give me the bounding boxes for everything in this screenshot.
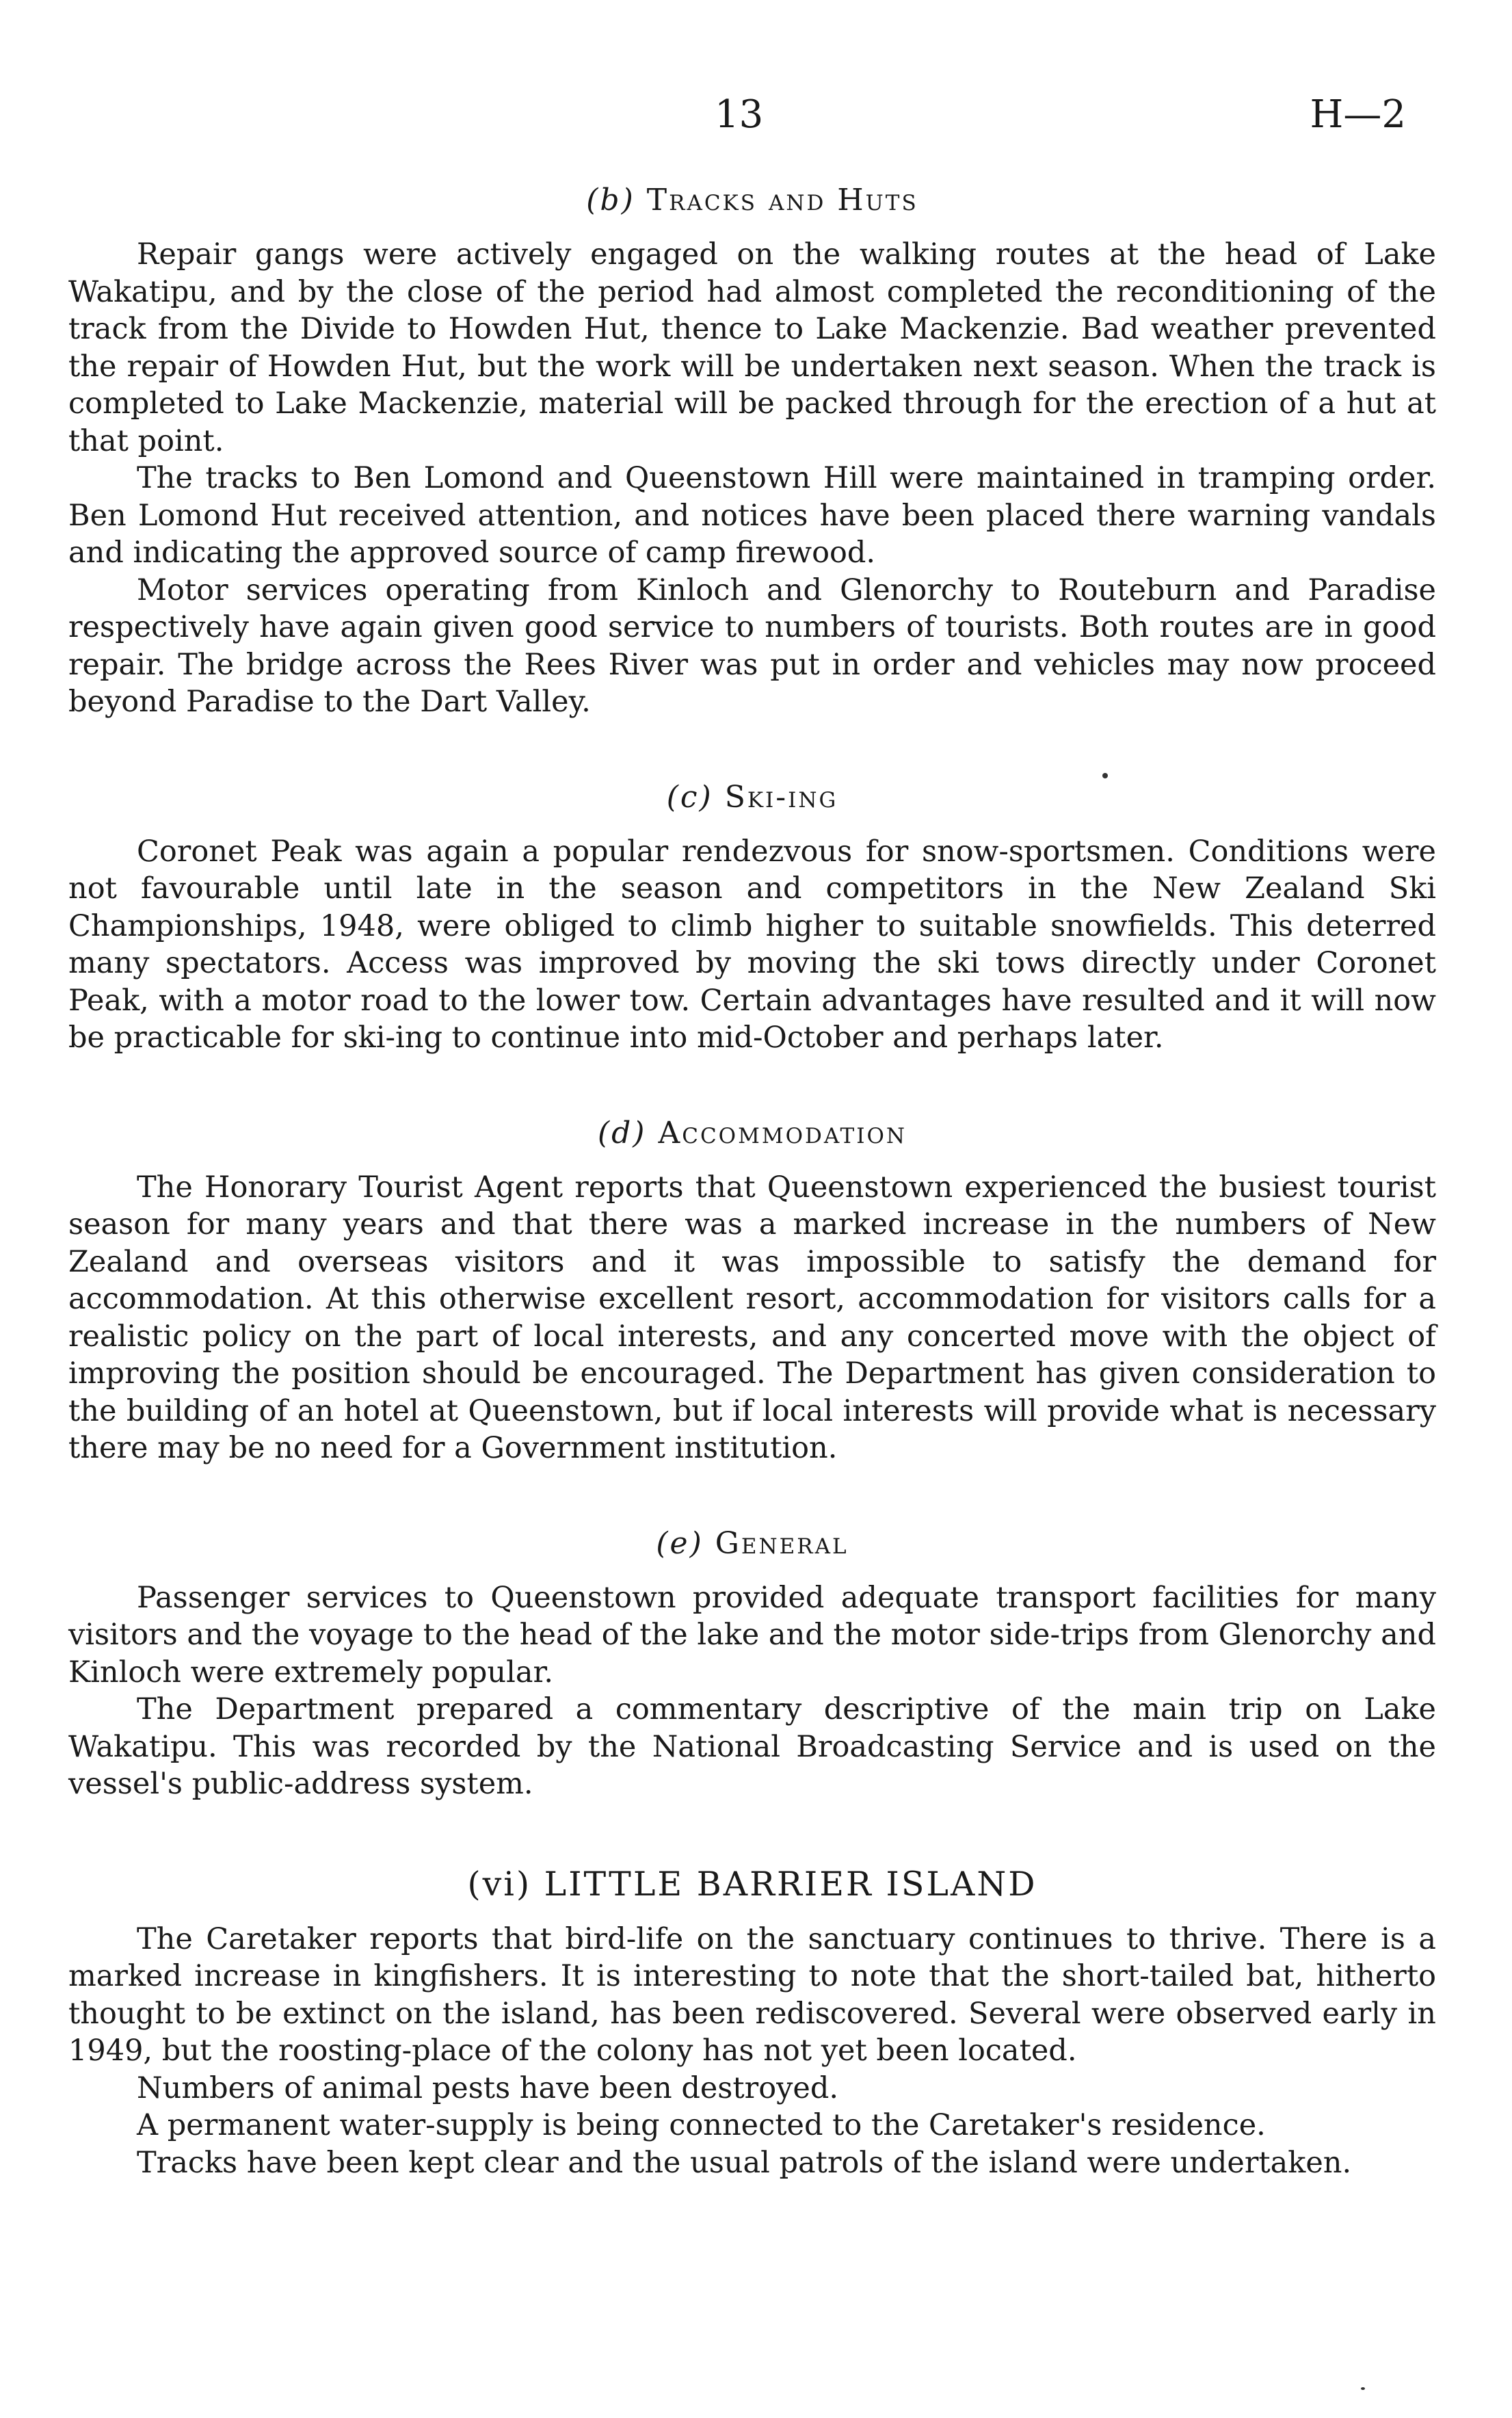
document-code: H—2 [1310, 92, 1406, 137]
paragraph: The Honorary Tourist Agent reports that Queenstown experienced the busiest tourist season for many years and that there was a marked increase in the numbers of New Zealand and overseas visitors and it was impossible to satisfy the demand for accommodation. At this otherwise excellent resort, accommodation for visitors calls for a realistic policy on the part of local interests, and any concerted move with the object of improving the position should be encouraged. The Department has given consideration to the building of an hotel at Queenstown, but if local interests will provide what is necessary there may be no need for a Government institution. [68, 1170, 1436, 1465]
section-title: Ski-ing [724, 779, 838, 815]
section-title: General [715, 1525, 849, 1561]
paragraph: Passenger services to Queenstown provided adequate transport facilities for many visitors and the voyage to the head of the lake and the motor side-trips from Glenorchy and Kinloch were extremely popular. [68, 1580, 1436, 1690]
section-label: (b) [586, 183, 635, 218]
page-content [68, 181, 1436, 2181]
section-label: (e) [656, 1525, 704, 1561]
paragraph: The tracks to Ben Lomond and Queenstown Hill were maintained in tramping order. Ben Lomond Hut received attention, and notices have been placed there warning vandals and indicating the approved source of camp firewood. [68, 461, 1436, 570]
section-title: Accommodation [658, 1115, 907, 1151]
page-header [0, 92, 1512, 147]
section-general [68, 1525, 1436, 1803]
paragraph: A permanent water-supply is being connected to the Caretaker's residence. [137, 2108, 1266, 2142]
section-tracks-and-huts [68, 181, 1436, 721]
section-heading [68, 778, 1436, 817]
paragraph: The Department prepared a commentary descriptive of the main trip on Lake Wakatipu. This was recorded by the National Broadcasting Service and is used on the vessel's public-address system. [68, 1692, 1436, 1801]
section-heading [68, 1525, 1436, 1563]
paragraph: Numbers of animal pests have been destroyed. [137, 2071, 839, 2105]
section-ski-ing [68, 778, 1436, 1057]
paragraph: Repair gangs were actively engaged on the walking routes at the head of Lake Wakatipu, and by the close of the period had almost completed the reconditioning of the track from the Divide to Howden Hut, thence to Lake Mackenzie. Bad weather prevented the repair of Howden Hut, but the work will be undertaken next season. When the track is completed to Lake Mackenzie, material will be packed through for the erection of a hut at that point. [68, 237, 1436, 458]
section-label: (d) [597, 1115, 647, 1151]
page-number: 13 [715, 92, 764, 137]
major-section-label: (vi) [467, 1864, 532, 1904]
paragraph: Tracks have been kept clear and the usual patrols of the island were undertaken. [137, 2145, 1352, 2180]
section-little-barrier-island [68, 1863, 1436, 2182]
section-heading [68, 1114, 1436, 1153]
section-accommodation [68, 1114, 1436, 1467]
scan-speck [1102, 773, 1108, 778]
section-title: Tracks and Huts [646, 183, 918, 218]
paragraph: Motor services operating from Kinloch and Glenorchy to Routeburn and Paradise respectively have again given good service to numbers of tourists. Both routes are in good repair. The bridge across the Rees River was put in order and vehicles may now proceed beyond Paradise to the Dart Valley. [68, 573, 1436, 719]
section-label: (c) [666, 779, 713, 815]
section-heading [68, 181, 1436, 220]
paragraph: The Caretaker reports that bird-life on the sanctuary continues to thrive. There is a marked increase in kingfishers. It is interesting to note that the short-tailed bat, hitherto thought to be extinct on the island, has been rediscovered. Several were observed early in 1949, but the roosting-place of the colony has not yet been located. [68, 1921, 1436, 2068]
scan-speck [1361, 2387, 1365, 2390]
major-section-title: LITTLE BARRIER ISLAND [544, 1864, 1037, 1904]
paragraph: Coronet Peak was again a popular rendezvous for snow-sportsmen. Conditions were not favourable until late in the season and competitors in the New Zealand Ski Championships, 1948, were obliged to climb higher to suitable snowfields. This deterred many spectators. Access was improved by moving the ski tows directly under Coronet Peak, with a motor road to the lower tow. Certain advantages have resulted and it will now be practicable for ski-ing to continue into mid-October and perhaps later. [68, 834, 1436, 1055]
major-section-heading [68, 1863, 1436, 1906]
